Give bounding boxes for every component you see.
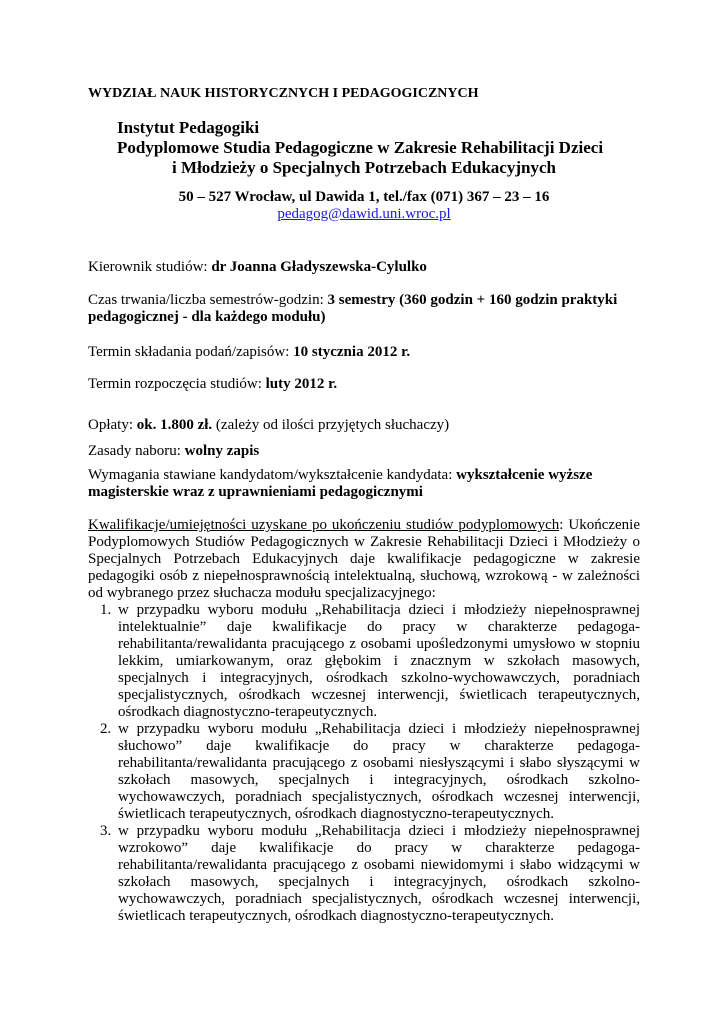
requirements-line (88, 467, 640, 501)
start-label: Termin rozpoczęcia studiów: (88, 376, 266, 392)
application-value: 10 stycznia 2012 r. (293, 344, 411, 360)
address: 50 – 527 Wrocław, ul Dawida 1, tel./fax (071) 367 – 23 – 16 (178, 189, 550, 205)
recruitment-label: Zasady naboru: (88, 443, 185, 459)
list-item (88, 721, 640, 823)
duration-value: 3 semestry (360 godzin + 160 godzin praktyki pedagogicznej - dla każdego modułu) (88, 292, 618, 325)
manager-value: dr Joanna Gładyszewska-Cylulko (211, 259, 427, 275)
requirements-label: Wymagania stawiane kandydatom/wykształcenie kandydata: (88, 467, 457, 483)
start-value: luty 2012 r. (265, 376, 338, 392)
qualifications-heading: Kwalifikacje/umiejętności uzyskane po ukończeniu studiów podyplomowych (88, 517, 560, 533)
faculty-title: WYDZIAŁ NAUK HISTORYCZNYCH I PEDAGOGICZNYCH (88, 86, 479, 101)
application-label: Termin składania podań/zapisów: (88, 344, 294, 360)
qualifications-list (88, 602, 640, 925)
program-title-line2: i Młodzieży o Specjalnych Potrzebach Edukacyjnych (172, 158, 556, 177)
list-item-number: 1. (100, 602, 112, 618)
institute-name: Instytut Pedagogiki (117, 118, 260, 137)
list-item-text: w przypadku wyboru modułu „Rehabilitacja dzieci i młodzieży niepełnosprawnej wzrokowo” daje kwalifikacje do pracy w charakterze pedagoga-rehabilitanta/rewalidanta pracującego z osobami niewidomymi i słabo widzącymi w szkołach masowych, specjalnych i integracyjnych, ośrodkach szkolno-wychowawczych, poradniach specjalistycznych, ośrodkach wczesnej interwencji, świetlicach terapeutycznych, ośrodkach diagnostyczno-terapeutycznych. (118, 823, 640, 924)
start-line (88, 376, 640, 393)
duration-label: Czas trwania/liczba semestrów-godzin: (88, 292, 328, 308)
email-link[interactable]: pedagog@dawid.uni.wroc.pl (277, 206, 451, 222)
fee-label: Opłaty: (88, 417, 137, 433)
list-item (88, 602, 640, 721)
qualifications-section (88, 517, 640, 925)
program-title-line1: Podyplomowe Studia Pedagogiczne w Zakresie Rehabilitacji Dzieci (117, 138, 604, 157)
fee-note: (zależy od ilości przyjętych słuchaczy) (212, 417, 450, 433)
fee-line (88, 417, 640, 434)
list-item-number: 2. (100, 721, 112, 737)
recruitment-value: wolny zapis (184, 443, 260, 459)
manager-label: Kierownik studiów: (88, 259, 212, 275)
manager-line (88, 259, 640, 276)
requirements-value: wykształcenie wyższe magisterskie wraz z uprawnieniami pedagogicznymi (88, 467, 593, 500)
application-line (88, 344, 640, 361)
list-item-text: w przypadku wyboru modułu „Rehabilitacja dzieci i młodzieży niepełnosprawnej słuchowo” daje kwalifikacje do pracy w charakterze pedagoga-rehabilitanta/rewalidanta pracującego z osobami niesłyszącymi i słabo słyszącymi w szkołach masowych, specjalnych i integracyjnych, ośrodkach szkolno-wychowawczych, poradniach specjalistycznych, ośrodkach wczesnej interwencji, świetlicach terapeutycznych, ośrodkach diagnostyczno-terapeutycznych. (118, 721, 640, 822)
qualifications-intro: : Ukończenie Podyplomowych Studiów Pedagogicznych w Zakresie Rehabilitacji Dzieci i Młodzieży o Specjalnych Potrzebach Edukacyjnych daje kwalifikacje pedagogiczne w zakresie pedagogiki osób z niepełnosprawnością intelektualną, słuchową, wzrokową - w zależności od wybranego przez słuchacza modułu specjalizacyjnego: (88, 517, 640, 601)
list-item-number: 3. (100, 823, 112, 839)
fee-value: ok. 1.800 zł. (136, 417, 213, 433)
institute-header (88, 118, 640, 178)
list-item-text: w przypadku wyboru modułu „Rehabilitacja dzieci i młodzieży niepełnosprawnej intelektualnie” daje kwalifikacje do pracy w charakterze pedagoga-rehabilitanta/rewalidanta pracującego z osobami upośledzonymi umysłowo w stopniu lekkim, umiarkowanym, oraz głębokim i znacznym w szkołach masowych, specjalnych i integracyjnych, ośrodkach szkolno-wychowawczych, poradniach specjalistycznych, ośrodkach wczesnej interwencji, świetlicach terapeutycznych, ośrodkach diagnostyczno-terapeutycznych. (118, 602, 640, 720)
recruitment-line (88, 443, 640, 460)
list-item (88, 823, 640, 925)
qualifications-paragraph (88, 517, 640, 602)
duration-line (88, 292, 640, 326)
